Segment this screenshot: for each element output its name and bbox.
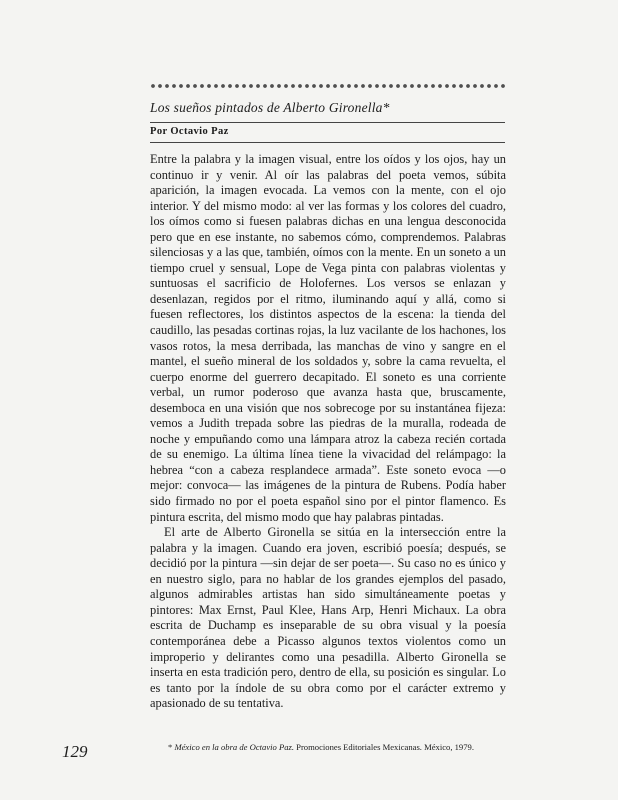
paragraph-2: El arte de Alberto Gironella se sitúa en la intersección entre la palabra y la imagen. Cuando era joven, escribió poesía; después, se decidió por la pintura —sin dejar de ser poeta—. Su caso no es único y en nuestro siglo, para no hablar de los grandes ejemplos del pasado, algunos admirables artistas han sido simultáneamente poetas y pintores: Max Ernst, Paul Klee, Hans Arp, Henri Michaux. La obra escrita de Duchamp es inseparable de su obra visual y la poesía contemporánea debe a Picasso algunos textos violentos como un improperio y delirantes como una pesadilla. Alberto Gironella se inserta en esta tradición pero, dentro de ella, su posición es singular. Lo es tanto por la índole de su obra como por el carácter extremo y apasionado de su tentativa. bbox=[150, 525, 506, 711]
decorative-ornament-border bbox=[150, 82, 505, 91]
footnote bbox=[160, 742, 506, 753]
article-body bbox=[150, 152, 506, 712]
byline-rule bbox=[150, 142, 505, 143]
footnote-mark: * bbox=[168, 742, 175, 752]
footnote-publisher: Promociones Editoriales Mexicanas. México, 1979. bbox=[294, 742, 474, 752]
author-byline: Por Octavio Paz bbox=[150, 126, 229, 137]
page-number: 129 bbox=[62, 742, 88, 761]
footnote-book-title: México en la obra de Octavio Paz. bbox=[174, 742, 295, 752]
article-title: Los sueños pintados de Alberto Gironella* bbox=[150, 100, 390, 115]
title-rule bbox=[150, 122, 505, 123]
paragraph-1: Entre la palabra y la imagen visual, entre los oídos y los ojos, hay un continuo ir y venir. Al oír las palabras del poeta vemos, súbita aparición, la imagen evocada. La vemos con la mente, con el ojo interior. Y del mismo modo: al ver las formas y los colores del cuadro, los oímos como si fuesen palabras dichas en una lengua desconocida pero que en ese instante, no sabemos cómo, comprendemos. Palabras silenciosas y a las que, también, oímos con la mente. En un soneto a un tiempo cruel y sensual, Lope de Vega pinta con palabras violentas y suntuosas el sacrificio de Holofernes. Los versos se enlazan y desenlazan, regidos por el ritmo, iluminando aquí y allá, como si fuesen reflectores, los distintos aspectos de la escena: la tienda del caudillo, las pesadas cortinas rojas, la luz vacilante de los hachones, los vasos rotos, la mesa derribada, las manchas de vino y sangre en el mantel, el sueño mineral de los soldados y, sobre la cama revuelta, el cuerpo enorme del guerrero decapitado. El soneto es una corriente verbal, un rumor poderoso que avanza hasta que, bruscamente, desemboca en una visión que nos sobrecoge por su instantánea fijeza: vemos a Judith trepada sobre las piedras de la muralla, rodeada de noche y empuñando como una lámpara atroz la cabeza recién cortada de su enemigo. La última línea tiene la vivacidad del relámpago: la hebrea “con a cabeza resplandece armada”. Este soneto evoca —o mejor: convoca— las imágenes de la pintura de Rubens. Podía haber sido firmado no por el poeta español sino por el pintor flamenco. Es pintura escrita, del mismo modo que hay palabras pintadas. bbox=[150, 152, 506, 524]
